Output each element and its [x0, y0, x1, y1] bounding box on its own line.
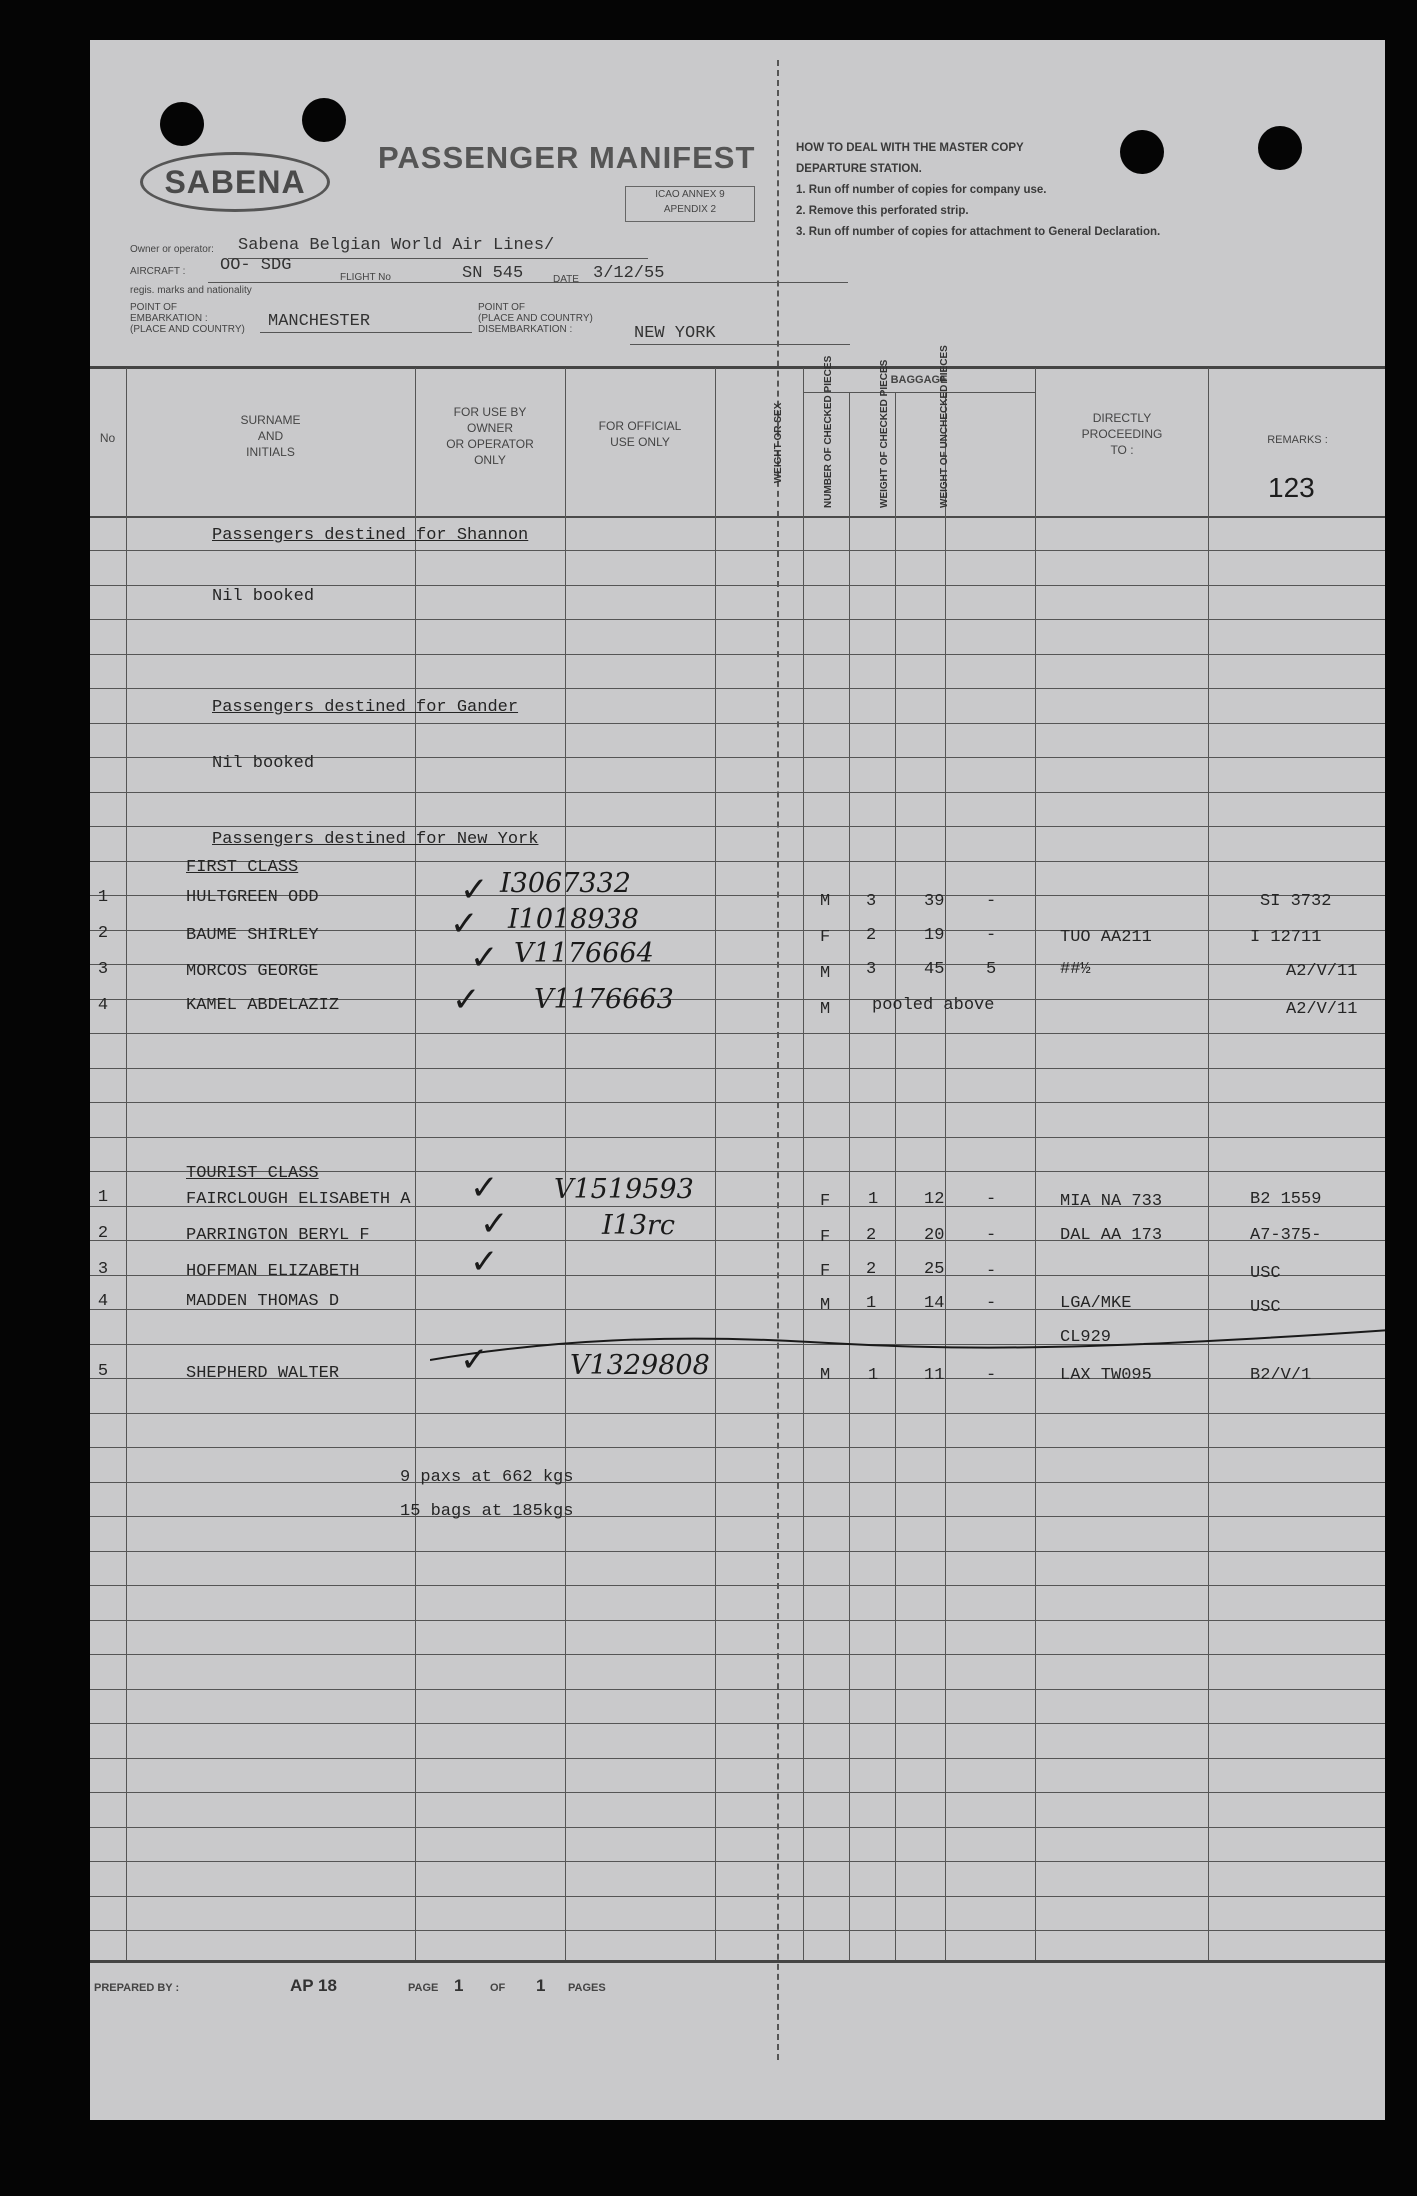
- table-row-rule: [90, 1137, 1385, 1138]
- date-label: DATE: [553, 274, 579, 285]
- table-row-rule: [90, 688, 1385, 689]
- table-row-rule: [90, 1033, 1385, 1034]
- prepared-by-value: AP 18: [290, 1976, 337, 1995]
- table-row-rule: [90, 1620, 1385, 1621]
- table-row-rule: [90, 1689, 1385, 1690]
- col-checked-weight: WEIGHT OF CHECKED PIECES: [879, 359, 890, 508]
- table-row-rule: [90, 619, 1385, 620]
- punch-hole: [160, 102, 204, 146]
- table-row-rule: [90, 654, 1385, 655]
- date-value: 3/12/55: [593, 264, 665, 283]
- section-gander: Passengers destined for Gander: [212, 698, 519, 717]
- table-row-rule: [90, 1482, 1385, 1483]
- totals-pax: 9 paxs at 662 kgs: [400, 1468, 574, 1487]
- check-mark: ✓: [480, 1204, 509, 1244]
- col-official: FOR OFFICIAL USE ONLY: [598, 419, 682, 449]
- check-mark: ✓: [470, 1168, 499, 1208]
- icao-annex-box: [625, 186, 755, 222]
- embarkation-value: MANCHESTER: [268, 312, 371, 331]
- punch-hole: [1258, 126, 1302, 170]
- table-row-rule: [90, 1585, 1385, 1586]
- totals-bags: 15 bags at 185kgs: [400, 1502, 574, 1521]
- table-column-rule: [415, 368, 416, 1960]
- nil-booked-shannon: Nil booked: [212, 587, 315, 606]
- table-row-rule: [90, 1102, 1385, 1103]
- aircraft-value: OO- SDG: [220, 256, 292, 275]
- of-label: OF: [490, 1982, 506, 1994]
- col-surname: SURNAME AND INITIALS: [240, 413, 301, 459]
- table-row-rule: [90, 1723, 1385, 1724]
- regis-label: regis. marks and nationality: [130, 285, 252, 296]
- col-remarks: REMARKS :: [1267, 434, 1328, 446]
- pages-label: PAGES: [568, 1982, 606, 1994]
- table-row-rule: [90, 550, 1385, 551]
- check-mark: ✓: [452, 980, 481, 1020]
- aircraft-label: AIRCRAFT :: [130, 266, 186, 277]
- table-row-rule: [90, 1792, 1385, 1793]
- table-column-rule: [945, 392, 946, 1960]
- operator-label: Owner or operator:: [130, 244, 214, 255]
- col-no: No: [99, 431, 116, 445]
- section-shannon: Passengers destined for Shannon: [212, 526, 529, 545]
- table-row-rule: [90, 723, 1385, 724]
- table-row-rule: [90, 826, 1385, 827]
- table-row-rule: [90, 1447, 1385, 1448]
- page-number-stamp: 123: [1268, 472, 1315, 503]
- table-row-rule: [90, 1930, 1385, 1931]
- instructions: HOW TO DEAL WITH THE MASTER COPY DEPARTURE STATION. 1. Run off number of copies for company use. 2. Remove this perforated strip. 3. Run off number of copies for attachment to General Declaration.: [796, 142, 1161, 238]
- table-row-rule: [90, 1861, 1385, 1862]
- manifest-page: SABENA PASSENGER MANIFEST ICAO ANNEX 9 APENDIX 2 Owner or operator: Sabena Belgian World Air Lines/ AIRCRAFT : OO- SDG FLIGHT No SN 545 DATE 3/12/55 regis. marks and nationality POINT OF EMBARKATION : (PLACE AND COUNTRY) MANCHESTER POINT OF (PLACE AND COUNTRY) DISEMBARKATION : NEW YORK HOW TO DEAL WITH THE MASTER COPY DEPARTURE STATION. 1. Run off number of copies for company use. 2. Remove this perforated strip. 3. Run off number of copies for attachment to General Declaration. No SURNAME AND INITIALS FOR USE BY OWNER OR OPERATOR ONLY FOR OFFICIAL USE ONLY BAGGAGE WEIGHT OR SEX NUMBER OF CHECKED PIECES WEIGHT OF CHECKED PIECES WEIGHT OF UNCHECKED PIECES DIRECTLY PROCEEDING TO : REMARKS : 123 Passengers destined for Shannon Nil booked Passengers destined for Gander Nil booked Passengers destined for New York FIRST CLASS TOURIST CLASS 1 HULTGREEN ODD ✓ I3067332 M 3 39 - SI 3732 2 BAUME SHIRLEY ✓ I1018938 F 2 19 - TUO AA211 I 12711 3 MORCOS GEORGE ✓ V1176664 M 3 45 5 ##½ A2/V/11 4 KAMEL ABDELAZIZ ✓ V1176663 M pooled above A2/V/11 1 FAIRCLOUGH ELISABETH A ✓ V1519593 F 1 12 - MIA NA 733 B2 1559 2 PARRINGTON BERYL F ✓ I13rc F 2 20 - DAL AA 173 A7-375- 3 HOFFMAN ELIZABETH ✓ F 2 25 - USC 4 MADDEN THOMAS D M 1 14 - LGA/MKE CL929 USC 5 SHEPHERD WALTER ✓ V1329808 M 1 11 - LAX TW095 B2/V/1 9 paxs at 662 kgs 15 bags at 185kgs PREPARED BY : AP 18 PAGE 1 OF 1 PAGES: [90, 40, 1385, 2120]
- punch-hole: [302, 98, 346, 142]
- check-mark: ✓: [450, 904, 479, 944]
- table-row-rule: [90, 1551, 1385, 1552]
- table-column-rule: [715, 368, 716, 1960]
- total-pages: 1: [536, 1976, 546, 1995]
- perforation-line: [777, 60, 779, 2060]
- page-value: 1: [454, 1976, 464, 1995]
- check-mark: ✓: [460, 870, 489, 910]
- table-column-rule: [895, 392, 896, 1960]
- col-directly: DIRECTLY PROCEEDING TO :: [1081, 411, 1163, 457]
- table-row-rule: [90, 1516, 1385, 1517]
- table-row-rule: [90, 1896, 1385, 1897]
- table-column-rule: [1035, 368, 1036, 1960]
- col-unchecked-weight: WEIGHT OF UNCHECKED PIECES: [939, 345, 950, 508]
- check-mark: ✓: [470, 1242, 499, 1282]
- table-row-rule: [90, 585, 1385, 586]
- disembarkation-value: NEW YORK: [634, 324, 716, 343]
- prepared-by-label: PREPARED BY :: [94, 1982, 180, 1994]
- table-row-rule: [90, 1068, 1385, 1069]
- page-title: PASSENGER MANIFEST: [378, 140, 756, 175]
- sabena-logo: SABENA: [140, 152, 330, 212]
- table-column-rule: [803, 368, 804, 1960]
- section-newyork: Passengers destined for New York: [212, 830, 539, 849]
- icao-line1: ICAO ANNEX 9: [655, 189, 725, 200]
- table-column-rule: [565, 368, 566, 1960]
- table-row-rule: [90, 1758, 1385, 1759]
- tourist-class-heading: TOURIST CLASS: [186, 1164, 319, 1183]
- table-column-rule: [126, 368, 127, 1960]
- icao-line2: APENDIX 2: [663, 204, 717, 215]
- table-row-rule: [90, 1654, 1385, 1655]
- page-label: PAGE: [408, 1982, 439, 1994]
- operator-value: Sabena Belgian World Air Lines/: [238, 236, 555, 255]
- disembarkation-label: POINT OF (PLACE AND COUNTRY) DISEMBARKATION :: [478, 302, 593, 335]
- table-column-rule: [849, 392, 850, 1960]
- check-mark: ✓: [470, 938, 499, 978]
- flight-value: SN 545: [462, 264, 524, 283]
- check-mark: ✓: [460, 1340, 489, 1380]
- table-row-rule: [90, 1413, 1385, 1414]
- flight-label: FLIGHT No: [340, 272, 391, 283]
- table-column-rule: [1208, 368, 1209, 1960]
- table-row-rule: [90, 792, 1385, 793]
- embarkation-label: POINT OF EMBARKATION : (PLACE AND COUNTRY): [130, 302, 245, 335]
- table-row-rule: [90, 1827, 1385, 1828]
- col-baggage: BAGGAGE: [890, 374, 948, 386]
- col-owner: FOR USE BY OWNER OR OPERATOR ONLY: [446, 405, 534, 467]
- first-class-heading: FIRST CLASS: [186, 858, 299, 877]
- col-weight-sex: WEIGHT OR SEX: [773, 402, 784, 484]
- col-checked-pieces: NUMBER OF CHECKED PIECES: [823, 355, 834, 508]
- nil-booked-gander: Nil booked: [212, 754, 315, 773]
